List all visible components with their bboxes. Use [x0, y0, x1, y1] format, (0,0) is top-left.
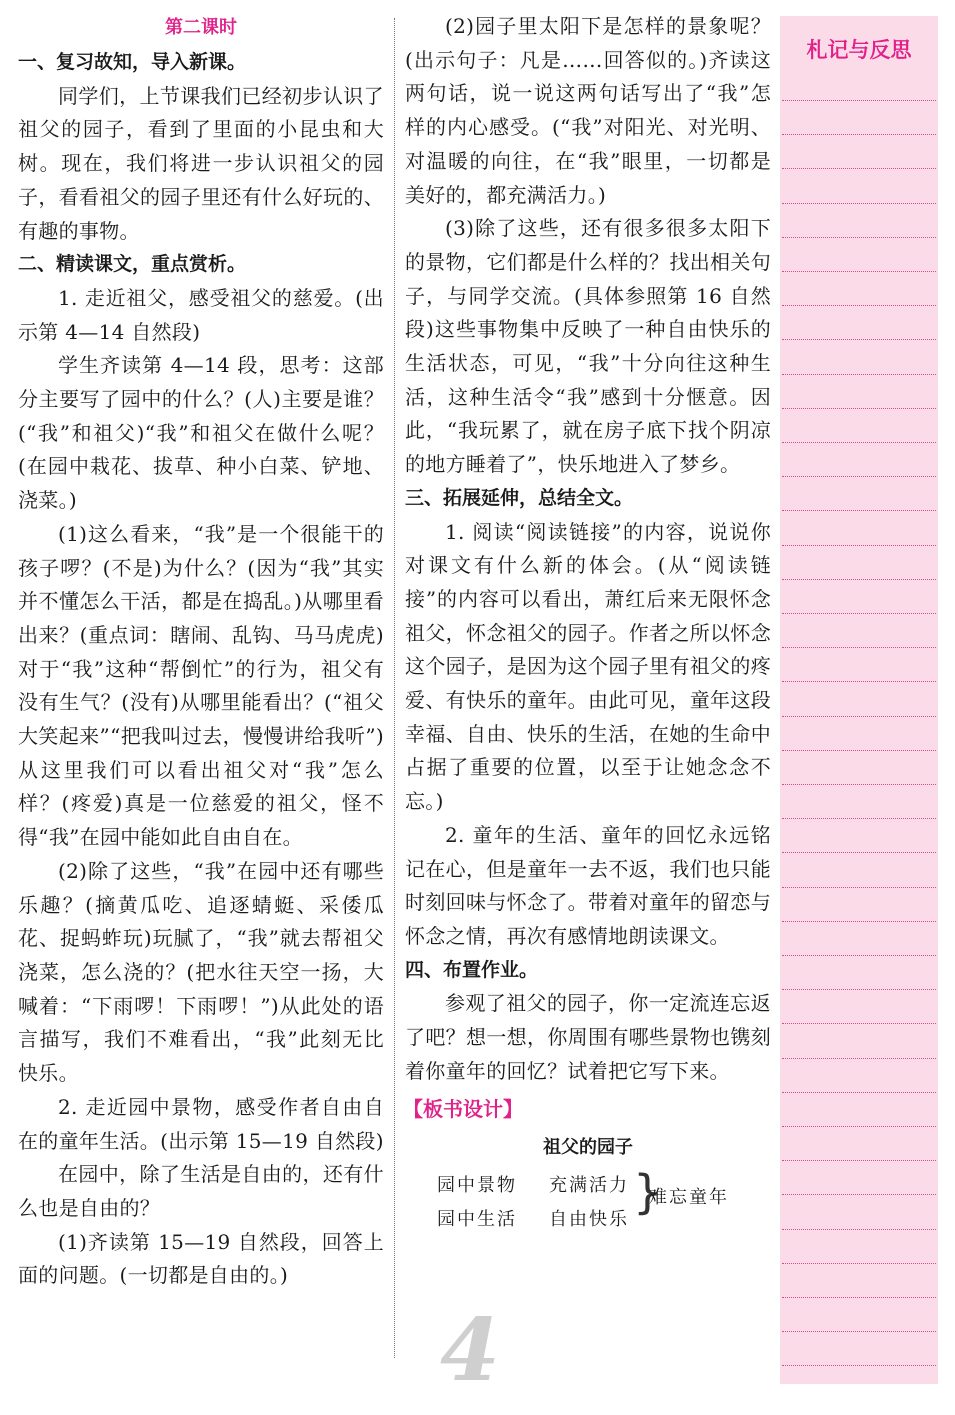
board-row: [437, 1205, 629, 1231]
note-line: [782, 1023, 936, 1024]
notes-title: 札记与反思: [806, 38, 912, 62]
board-title: 祖父的园子: [543, 1136, 633, 1158]
board-row-value: 充满活力: [549, 1174, 629, 1196]
paragraph: 1. 走近祖父，感受祖父的慈爱。(出示第 4—14 自然段): [18, 285, 384, 344]
note-line: [782, 579, 936, 580]
left-column: [18, 10, 384, 1293]
page-number: 4: [440, 1300, 500, 1401]
board-row-label: 园中景物: [437, 1174, 517, 1196]
note-line: [782, 647, 936, 648]
notes-sidebar: [780, 16, 938, 1384]
note-line: [782, 750, 936, 751]
note-line: [782, 852, 936, 853]
note-line: [782, 1058, 936, 1059]
paragraph: 2. 童年的生活、童年的回忆永远铭记在心，但是童年一去不返，我们也只能时刻回味与怀念了。带着对童年的留恋与怀念之情，再次有感情地朗读课文。: [405, 822, 771, 948]
note-line: [782, 510, 936, 511]
paragraph: (2)除了这些，“我”在园中还有哪些乐趣？(摘黄瓜吃、追逐蜻蜓、采倭瓜花、捉蚂蚱玩)玩腻了，“我”就去帮祖父浇菜，怎么浇的？(把水往天空一扬，大喊着：“下雨啰！下雨啰！”)从此处的语言描写，我们不难看出，“我”此刻无比快乐。: [18, 858, 384, 1086]
note-line: [782, 1365, 936, 1366]
paragraph: 学生齐读第 4—14 段，思考：这部分主要写了园中的什么？(人)主要是谁？(“我”和祖父)“我”和祖父在做什么呢？(在园中栽花、拔草、种小白菜、铲地、浇菜。): [18, 353, 384, 513]
note-line: [782, 681, 936, 682]
board-design: [405, 1127, 771, 1257]
board-row-label: 园中生活: [437, 1208, 517, 1230]
note-line: [782, 1126, 936, 1127]
brace-icon: }: [633, 1164, 663, 1219]
paragraph: (1)齐读第 15—19 自然段，回答上面的问题。(一切都是自由的。): [18, 1229, 384, 1288]
section-heading-3: 三、拓展延伸，总结全文。: [405, 486, 634, 509]
board-design-heading: 【板书设计】: [403, 1096, 523, 1121]
paragraph: (3)除了这些，还有很多很多太阳下的景物，它们都是什么样的？找出相关句子，与同学交流。(具体参照第 16 自然段)这些事物集中反映了一种自由快乐的生活状态，可见，“我”十分向往这种生活，这种生活令“我”感到十分惬意。因此，“我玩累了，就在房子底下找个阴凉的地方睡着了”，快乐地进入了梦乡。: [405, 216, 771, 477]
paragraph: 参观了祖父的园子，你一定流连忘返了吧？想一想，你周围有哪些景物也镌刻着你童年的回忆？试着把它写下来。: [405, 991, 771, 1083]
paragraph: 2. 走近园中景物，感受作者自由自在的童年生活。(出示第 15—19 自然段): [18, 1094, 384, 1153]
board-row-value: 自由快乐: [549, 1208, 629, 1230]
note-line: [782, 1229, 936, 1230]
note-line: [782, 716, 936, 717]
note-line: [782, 442, 936, 443]
note-line: [782, 203, 936, 204]
note-line: [782, 374, 936, 375]
note-line: [782, 1092, 936, 1093]
note-line: [782, 887, 936, 888]
column-divider: [394, 18, 395, 1358]
lesson-title: 第二课时: [165, 17, 237, 38]
section-heading-4: 四、布置作业。: [405, 958, 539, 981]
note-line: [782, 1297, 936, 1298]
paragraph: (1)这么看来，“我”是一个很能干的孩子啰？(不是)为什么？(因为“我”其实并不懂怎么干活，都是在捣乱。)从哪里看出来？(重点词：瞎闹、乱钩、马马虎虎)对于“我”这种“帮倒忙”的行为，祖父有没有生气？(没有)从哪里能看出？(“祖父大笑起来”“把我叫过去，慢慢讲给我听”)从这里我们可以看出祖父对“我”怎么样？(疼爱)真是一位慈爱的祖父，怪不得“我”在园中能如此自由自在。: [18, 521, 384, 850]
note-line: [782, 100, 936, 101]
board-row: [437, 1171, 629, 1197]
paragraph: (2)园子里太阳下是怎样的景象呢？(出示句子：凡是……回答似的。)齐读这两句话，说一说这两句话写出了“我”怎样的内心感受。(“我”对阳光、对光明、对温暖的向往，在“我”眼里，一切都是美好的，都充满活力。): [405, 14, 771, 207]
note-line: [782, 921, 936, 922]
note-line: [782, 545, 936, 546]
note-line: [782, 1194, 936, 1195]
note-line: [782, 476, 936, 477]
note-line: [782, 408, 936, 409]
note-line: [782, 955, 936, 956]
middle-column: [405, 10, 771, 1257]
note-line: [782, 271, 936, 272]
note-line: [782, 784, 936, 785]
note-line: [782, 134, 936, 135]
paragraph: 在园中，除了生活是自由的，还有什么也是自由的？: [18, 1162, 384, 1220]
note-line: [782, 1263, 936, 1264]
paragraph: 1. 阅读“阅读链接”的内容，说说你对课文有什么新的体会。(从“阅读链接”的内容可以看出，萧红后来无限怀念祖父，怀念祖父的园子。作者之所以怀念这个园子，是因为这个园子里有祖父的疼爱、有快乐的童年。由此可见，童年这段幸福、自由、快乐的生活，在她的生命中占据了重要的位置，以至于让她念念不忘。): [405, 519, 771, 814]
section-heading-2: 二、精读课文，重点赏析。: [18, 253, 247, 276]
note-line: [782, 818, 936, 819]
note-line: [782, 339, 936, 340]
section-heading-1: 一、复习故知，导入新课。: [18, 51, 247, 73]
note-line: [782, 1160, 936, 1161]
note-line: [782, 613, 936, 614]
note-line: [782, 305, 936, 306]
board-result: 难忘童年: [649, 1186, 729, 1208]
note-line: [782, 1331, 936, 1332]
paragraph: 同学们，上节课我们已经初步认识了祖父的园子，看到了里面的小昆虫和大树。现在，我们将进一步认识祖父的园子，看看祖父的园子里还有什么好玩的、有趣的事物。: [18, 83, 384, 243]
note-line: [782, 168, 936, 169]
note-line: [782, 237, 936, 238]
note-line: [782, 989, 936, 990]
